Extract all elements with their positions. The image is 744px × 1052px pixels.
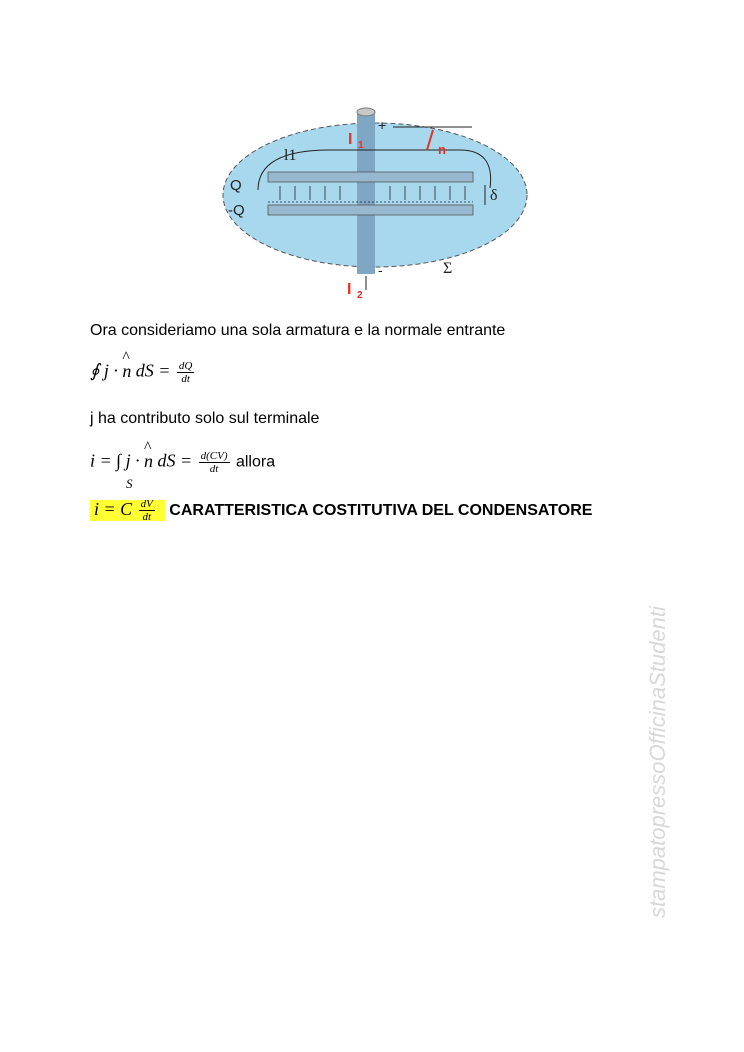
eq1-fraction [177, 360, 194, 385]
eq3-lhs: i = C [94, 498, 133, 519]
delta-label: δ [490, 187, 498, 204]
q-top-label: Q [230, 177, 242, 194]
eq3-highlight [90, 500, 165, 521]
minus-label: - [378, 262, 383, 278]
i1-sub: 1 [358, 140, 364, 151]
eq3-num: dV [140, 498, 153, 510]
equation-constitutive [90, 498, 592, 523]
eq1-n-hat: ^ n [122, 361, 131, 382]
eq3-fraction [139, 498, 155, 523]
i2-label: I [347, 281, 352, 298]
eq2-num: d(CV) [200, 450, 228, 462]
eq1-lhs: ∮ j · [90, 360, 118, 381]
eq2-n-hat: ^ n [144, 451, 153, 472]
q-bottom-label: -Q [228, 202, 245, 219]
eq2-sub-s: S [126, 476, 133, 491]
eq2-fraction [199, 450, 230, 475]
l1-label: l1 [284, 147, 297, 164]
caption-text: CARATTERISTICA COSTITUTIVA DEL CONDENSATORE [169, 501, 593, 519]
eq1-den: dt [181, 373, 190, 385]
eq1-ds: dS = [135, 360, 171, 381]
sigma-label: Σ [443, 260, 453, 277]
eq2-den: dt [209, 463, 219, 475]
allora-text: allora [235, 453, 276, 471]
wire [357, 112, 375, 274]
eq1-num: dQ [178, 360, 193, 372]
eq3-den: dt [142, 511, 151, 523]
equation-flux [90, 360, 196, 385]
eq2-ds: dS = [157, 450, 193, 471]
plus-label: + [378, 117, 387, 133]
wire-top [357, 108, 375, 116]
equation-current [90, 450, 275, 475]
capacitor-figure [210, 100, 540, 300]
bottom-plate [268, 205, 473, 215]
watermark: stampatopressoOfficinaStudenti [645, 606, 670, 918]
n-label: n [438, 142, 446, 157]
top-plate [268, 172, 473, 182]
i1-label: I [348, 131, 353, 148]
i2-sub: 2 [357, 290, 363, 300]
eq2-lhs: i = ∫ j · [90, 450, 140, 471]
capacitor-diagram [210, 100, 540, 300]
paragraph-armatura: Ora consideriamo una sola armatura e la normale entrante [90, 322, 506, 339]
paragraph-terminale: j ha contributo solo sul terminale [90, 410, 320, 427]
